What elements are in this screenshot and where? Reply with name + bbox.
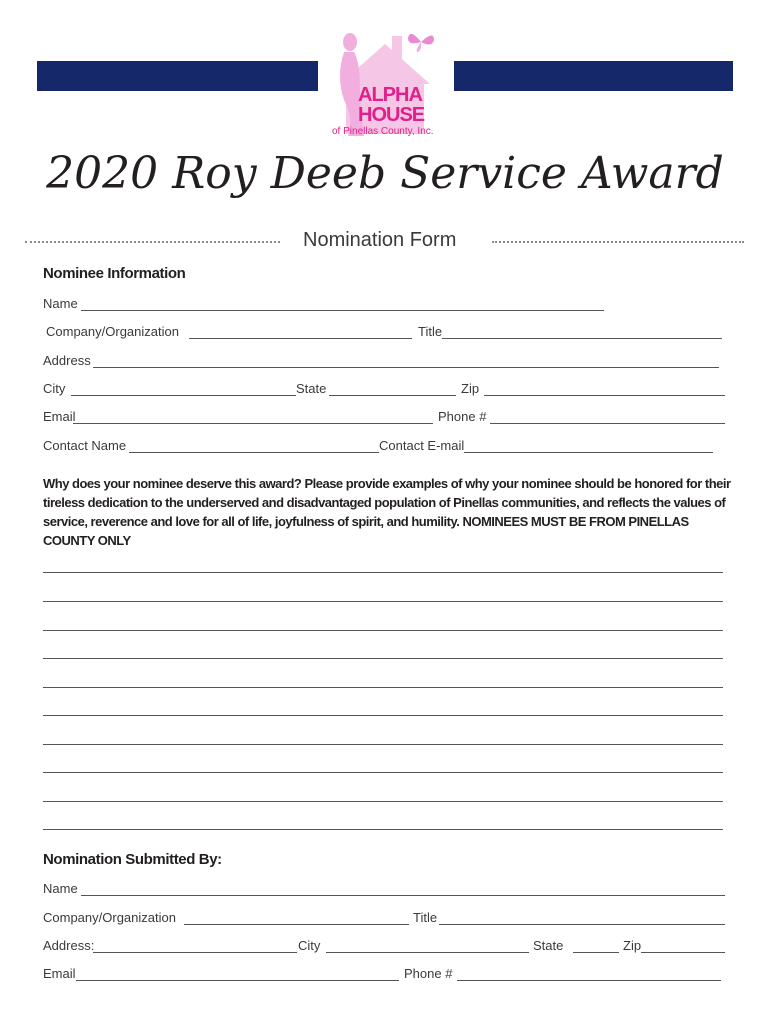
- nominee-zip-field[interactable]: [484, 395, 725, 396]
- nominee-email-label: Email: [43, 409, 76, 424]
- submitter-email-row: [43, 966, 733, 984]
- nominee-name-field[interactable]: [81, 310, 604, 311]
- answer-line[interactable]: [43, 829, 723, 830]
- nominee-zip-label: Zip: [461, 381, 480, 396]
- submitter-company-label: Company/Organization: [43, 910, 176, 925]
- award-title: 2020 Roy Deeb Service Award: [46, 148, 724, 199]
- nominee-address-field[interactable]: [93, 367, 719, 368]
- nominee-state-label: State: [296, 381, 327, 396]
- contact-name-label: Contact Name: [43, 438, 127, 453]
- submitter-zip-field[interactable]: [641, 952, 725, 953]
- nominee-state-field[interactable]: [329, 395, 456, 396]
- answer-line[interactable]: [43, 715, 723, 716]
- submitter-name-field[interactable]: [81, 895, 725, 896]
- submitter-zip-label: Zip: [623, 938, 642, 953]
- nominee-company-field[interactable]: [189, 338, 412, 339]
- answer-line[interactable]: [43, 772, 723, 773]
- submitter-state-field[interactable]: [573, 952, 619, 953]
- submitter-city-label: City: [298, 938, 321, 953]
- nominee-section-heading: Nominee Information: [43, 265, 186, 282]
- submitter-address-field[interactable]: [93, 952, 297, 953]
- nominee-title-field[interactable]: [442, 338, 722, 339]
- header-bar-right: [454, 61, 733, 91]
- nominee-contact-row: [43, 438, 733, 456]
- submitter-company-row: [43, 910, 733, 928]
- answer-line[interactable]: [43, 744, 723, 745]
- submitter-email-label: Email: [43, 966, 76, 981]
- nominee-phone-label: Phone #: [438, 409, 487, 424]
- nominee-address-label: Address: [43, 353, 91, 368]
- answer-line[interactable]: [43, 801, 723, 802]
- submitter-email-field[interactable]: [76, 980, 399, 981]
- answer-line[interactable]: [43, 687, 723, 688]
- butterfly-icon: [406, 28, 436, 54]
- logo-tagline: of Pinellas County, Inc.: [332, 126, 434, 137]
- nominee-phone-field[interactable]: [490, 423, 725, 424]
- header-bar-left: [37, 61, 318, 91]
- submitter-section-heading: Nomination Submitted By:: [43, 851, 222, 868]
- nominee-city-field[interactable]: [71, 395, 296, 396]
- submitter-name-label: Name: [43, 881, 78, 896]
- nominee-email-field[interactable]: [73, 423, 433, 424]
- nominee-city-label: City: [43, 381, 66, 396]
- nominee-name-label: Name: [43, 296, 78, 311]
- nominee-address-row: [43, 353, 733, 371]
- answer-line[interactable]: [43, 630, 723, 631]
- submitter-phone-field[interactable]: [457, 980, 721, 981]
- alpha-house-logo: [330, 26, 440, 141]
- form-subtitle: Nomination Form: [303, 229, 457, 251]
- submitter-address-label: Address:: [43, 938, 95, 953]
- contact-name-field[interactable]: [129, 452, 379, 453]
- answer-line[interactable]: [43, 572, 723, 573]
- nominee-city-row: [43, 381, 733, 399]
- submitter-name-row: [43, 881, 733, 899]
- dotted-rule-left: [25, 241, 280, 243]
- nomination-question: Why does your nominee deserve this award? Please provide examples of why your nominee should be honored for their tireless dedication to the underserved and disadvantaged population of Pinellas communities, and reflects the values of service, reverence and love for all of life, joyfulness of spirit, and humility. NOMINEES MUST BE FROM PINELLAS COUNTY ONLY: [43, 476, 731, 548]
- logo-text-alpha: ALPHA: [358, 84, 422, 106]
- contact-email-label: Contact E-mail: [379, 438, 465, 453]
- dotted-rule-right: [492, 241, 744, 243]
- nominee-company-label: Company/Organization: [46, 324, 179, 339]
- contact-email-field[interactable]: [464, 452, 713, 453]
- submitter-phone-label: Phone #: [404, 966, 453, 981]
- submitter-state-label: State: [533, 938, 564, 953]
- logo-text-house: HOUSE: [358, 104, 425, 126]
- nominee-name-row: [43, 296, 733, 314]
- submitter-title-label: Title: [413, 910, 438, 925]
- submitter-address-row: [43, 938, 733, 956]
- answer-line[interactable]: [43, 658, 723, 659]
- submitter-title-field[interactable]: [439, 924, 725, 925]
- nominee-email-row: [43, 409, 733, 427]
- nominee-title-label: Title: [418, 324, 443, 339]
- submitter-company-field[interactable]: [184, 924, 409, 925]
- nominee-company-row: [43, 324, 733, 342]
- answer-line[interactable]: [43, 601, 723, 602]
- submitter-city-field[interactable]: [326, 952, 529, 953]
